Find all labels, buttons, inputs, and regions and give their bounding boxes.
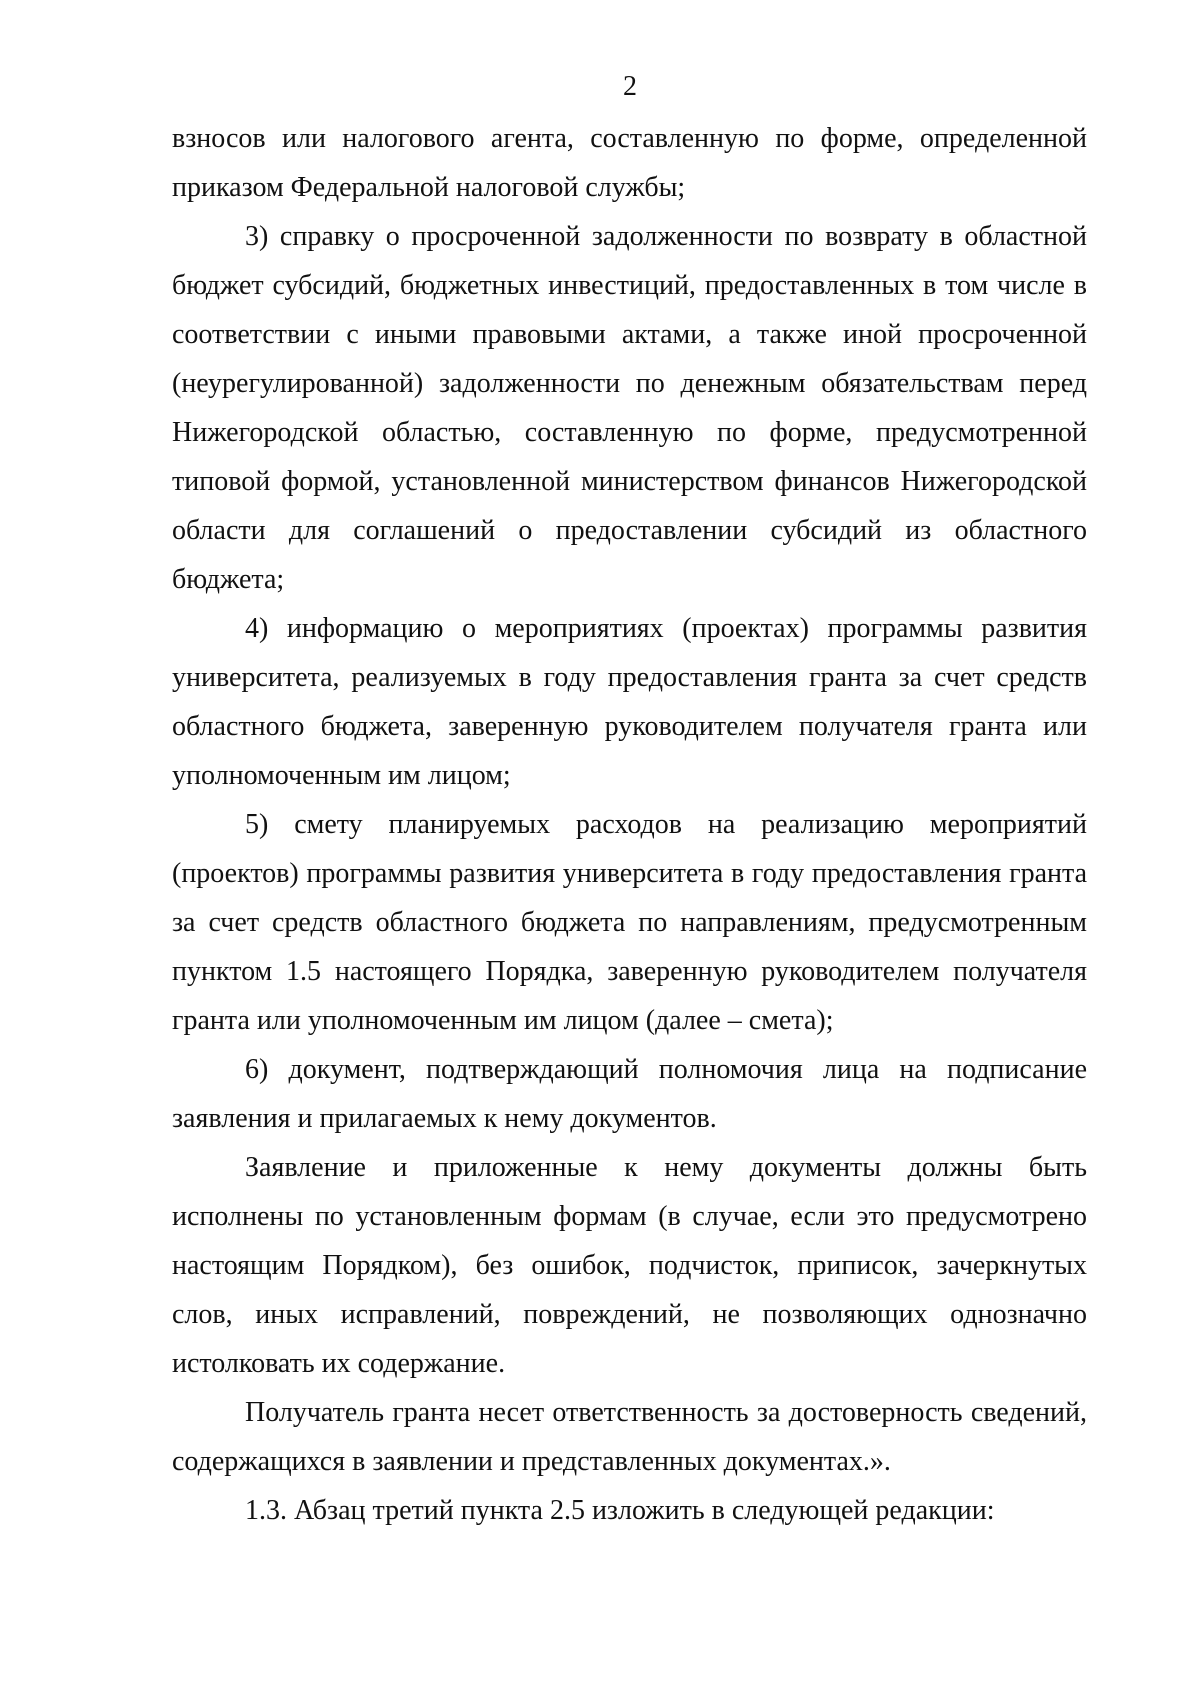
paragraph-item-6: 6) документ, подтверждающий полномочия лица на подписание заявления и прилагаемых к нему документов.	[172, 1054, 1087, 1134]
paragraph-item-4: 4) информацию о мероприятиях (проектах) программы развития университета, реализуемых в году предоставления гранта за счет средств областного бюджета, заверенную руководителем получателя гранта или уполномоченным им лицом;	[172, 613, 1087, 791]
paragraph-form-requirements: Заявление и приложенные к нему документы должны быть исполнены по установленным формам (в случае, если это предусмотрено настоящим Порядком), без ошибок, подчисток, приписок, зачеркнутых слов, иных исправлений, повреждений, не позволяющих однозначно истолковать их содержание.	[172, 1152, 1087, 1379]
paragraph-continuation: взносов или налогового агента, составленную по форме, определенной приказом Федеральной налоговой службы;	[172, 123, 1087, 203]
paragraph-item-5: 5) смету планируемых расходов на реализацию мероприятий (проектов) программы развития университета в году предоставления гранта за счет средств областного бюджета по направлениям, предусмотренным пунктом 1.5 настоящего Порядка, заверенную руководителем получателя гранта или уполномоченным им лицом (далее – смета);	[172, 809, 1087, 1036]
page-number: 2	[623, 71, 637, 102]
paragraph-item-3: 3) справку о просроченной задолженности по возврату в областной бюджет субсидий, бюджетных инвестиций, предоставленных в том числе в соответствии с иными правовыми актами, а также иной просроченной (неурегулированной) задолженности по денежным обязательствам перед Нижегородской областью, составленную по форме, предусмотренной типовой формой, установленной министерством финансов Нижегородской области для соглашений о предоставлении субсидий из областного бюджета;	[172, 221, 1087, 595]
paragraph-section-1-3: 1.3. Абзац третий пункта 2.5 изложить в следующей редакции:	[245, 1495, 995, 1526]
document-body	[172, 114, 1087, 1535]
paragraph-responsibility: Получатель гранта несет ответственность за достоверность сведений, содержащихся в заявлении и представленных документах.».	[172, 1397, 1087, 1477]
